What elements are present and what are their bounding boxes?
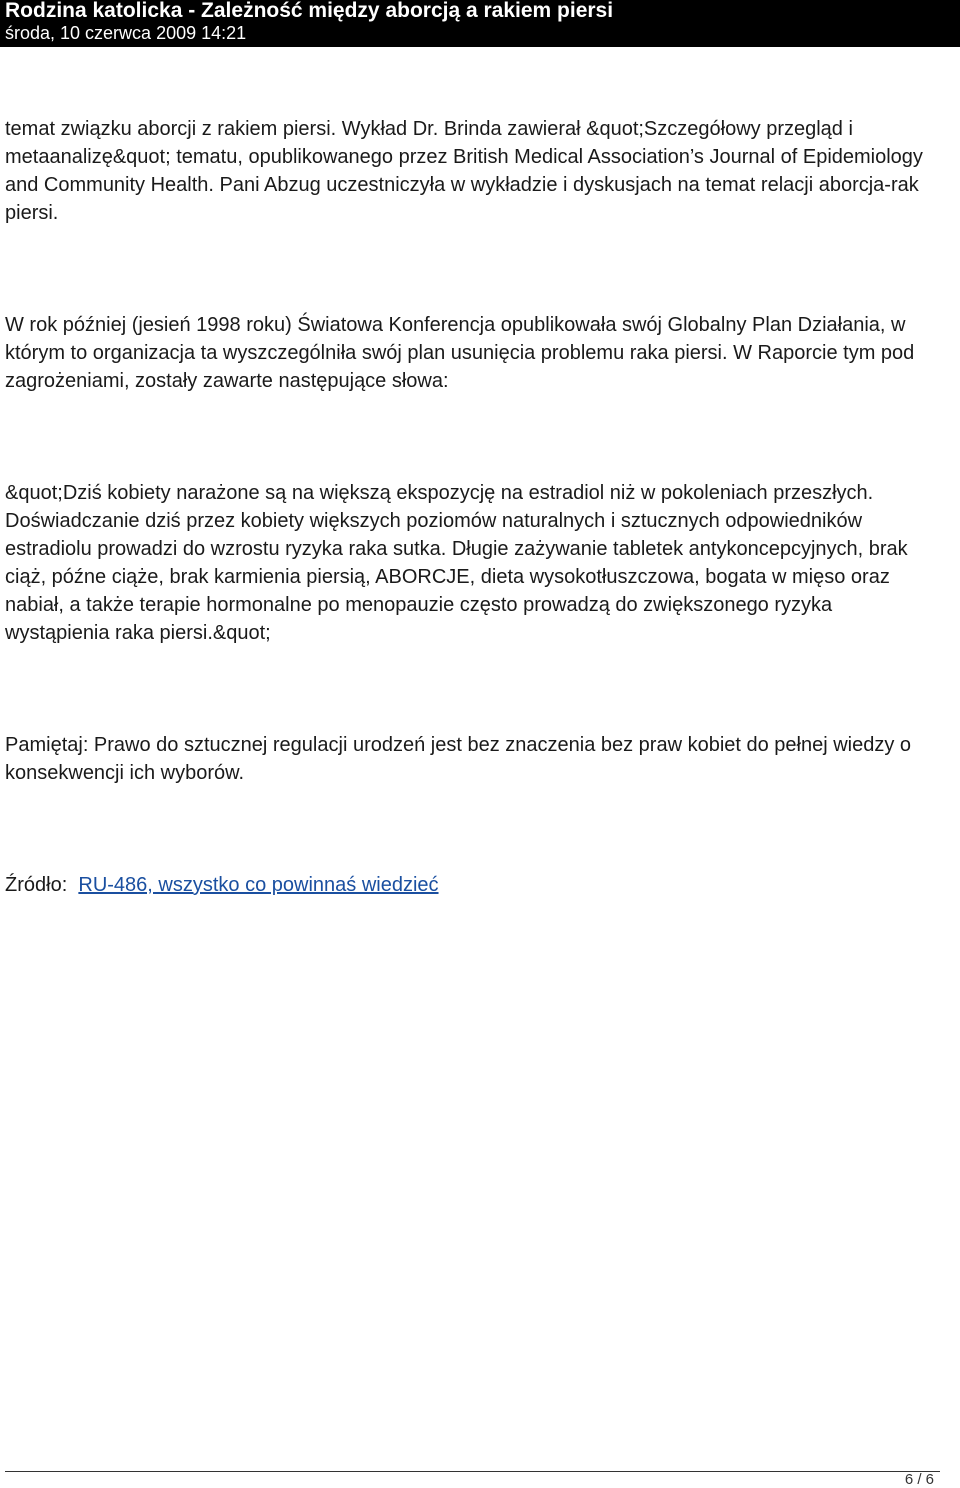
source-line	[5, 871, 940, 899]
page-title: Rodzina katolicka - Zależność między aborcją a rakiem piersi	[5, 0, 614, 22]
source-label: Źródło:	[5, 874, 68, 896]
source-link[interactable]: RU-486, wszystko co powinnaś wiedzieć	[78, 874, 439, 896]
page-header	[0, 0, 960, 47]
page-number: 6 / 6	[904, 1471, 934, 1488]
article-paragraph: Pamiętaj: Prawo do sztucznej regulacji urodzeń jest bez znaczenia bez praw kobiet do pełnej wiedzy o konsekwencji ich wyborów.	[5, 734, 912, 784]
article-paragraph: temat związku aborcji z rakiem piersi. Wykład Dr. Brinda zawierał &quot;Szczegółowy przegląd i metaanalizę&quot; tematu, opublikowanego przez British Medical Association’s Journal of Epidemiology and Community Health. Pani Abzug uczestniczyła w wykładzie i dyskusjach na temat relacji aborcja-rak piersi.	[5, 118, 923, 224]
article-paragraph: W rok później (jesień 1998 roku) Światowa Konferencja opublikowała swój Globalny Plan Działania, w którym to organizacja ta wyszczególniła swój plan usunięcia problemu raka piersi. W Raporcie tym pod zagrożeniami, zostały zawarte następujące słowa:	[5, 314, 915, 392]
publish-date: środa, 10 czerwca 2009 14:21	[5, 23, 247, 43]
article-quote-paragraph: &quot;Dziś kobiety narażone są na większą ekspozycję na estradiol niż w pokoleniach przeszłych. Doświadczanie dziś przez kobiety większych poziomów naturalnych i sztucznych odpowiedników estradiolu prowadzi do wzrostu ryzyka raka sutka. Długie zażywanie tabletek antykoncepcyjnych, brak ciąż, późne ciąże, brak karmienia piersią, ABORCJE, dieta wysokotłuszczowa, bogata w mięso oraz nabiał, a także terapie hormonalne po menopauzie często prowadzą do zwiększonego ryzyka wystąpienia raka piersi.&quot;	[5, 482, 908, 644]
footer-divider	[5, 1471, 940, 1472]
